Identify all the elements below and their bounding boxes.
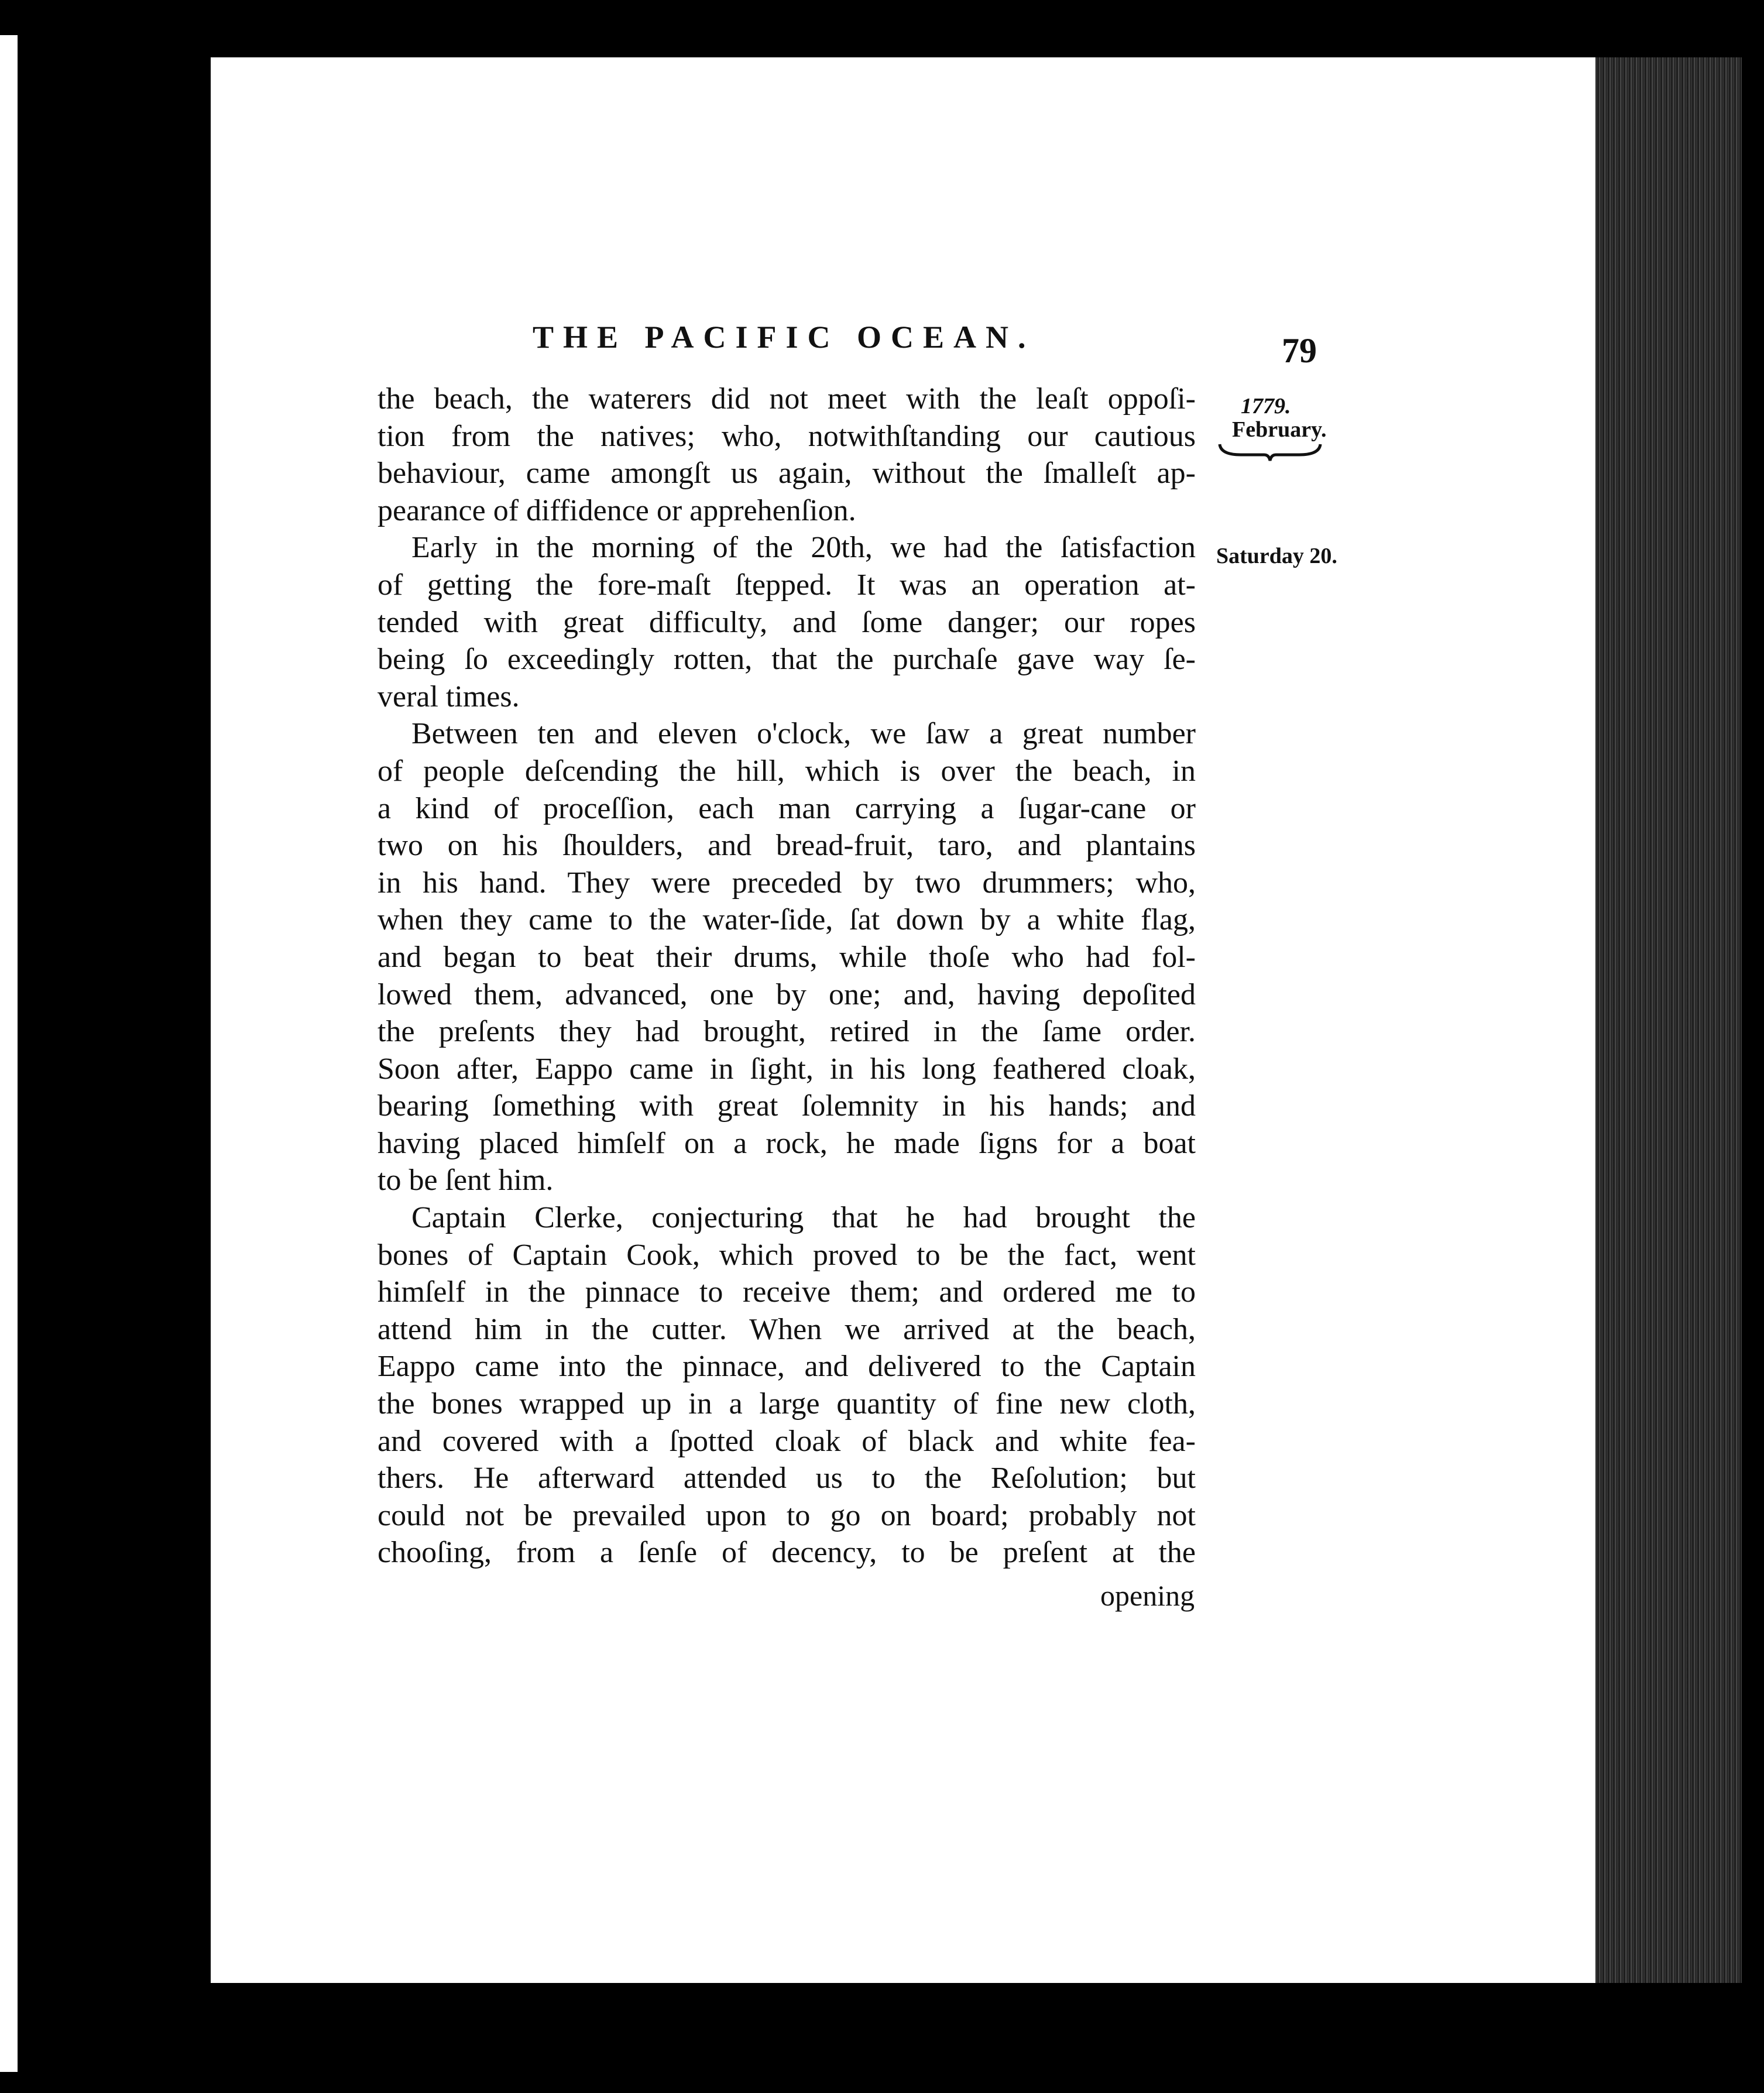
text-line: bones of Captain Cook, which proved to be the fact, went <box>377 1238 1196 1272</box>
text-line: the beach, the waterers did not meet with the leaſt oppoſi- <box>377 382 1196 416</box>
text-line: thers. He afterward attended us to the Reſolution; but <box>377 1461 1196 1495</box>
text-line: pearance of diffidence or apprehenſion. <box>377 493 856 527</box>
text-line: Soon after, Eappo came in ſight, in his long feathered cloak, <box>377 1052 1196 1086</box>
text-line: bearing ſomething with great ſolemnity in his hands; and <box>377 1089 1196 1123</box>
body-text <box>377 380 1196 1572</box>
text-line: being ſo exceedingly rotten, that the purchaſe gave way ſe- <box>377 643 1196 677</box>
text-line: Eappo came into the pinnace, and delivered to the Captain <box>377 1350 1196 1384</box>
text-line: in his hand. They were preceded by two drummers; who, <box>377 866 1196 900</box>
text-line: when they came to the water-ſide, ſat down by a white flag, <box>377 903 1196 937</box>
text-line: chooſing, from a ſenſe of decency, to be preſent at the <box>377 1536 1196 1570</box>
text-line: could not be prevailed upon to go on board; probably not <box>377 1498 1196 1532</box>
catchword: opening <box>1100 1579 1195 1612</box>
text-line: tended with great difficulty, and ſome danger; our ropes <box>377 605 1196 639</box>
text-line: to be ſent him. <box>377 1164 554 1198</box>
text-line: tion from the natives; who, notwithſtanding our cautious <box>377 419 1196 453</box>
text-line: and covered with a ſpotted cloak of black and white fea- <box>377 1424 1196 1458</box>
text-line: and began to beat their drums, while thoſe who had fol- <box>377 940 1196 974</box>
margin-day-note: Saturday 20. <box>1216 544 1337 568</box>
text-line: the bones wrapped up in a large quantity of fine new cloth, <box>377 1387 1196 1421</box>
book-fore-edge <box>1595 57 1742 1983</box>
text-line: attend him in the cutter. When we arrived at the beach, <box>377 1312 1196 1346</box>
margin-brace-icon <box>1217 442 1323 462</box>
text-line: the preſents they had brought, retired in the ſame order. <box>377 1015 1196 1049</box>
text-line: of getting the fore-maſt ſtepped. It was an operation at- <box>377 568 1196 602</box>
text-line: veral times. <box>377 680 520 713</box>
text-line: behaviour, came amongſt us again, without the ſmalleſt ap- <box>377 457 1196 490</box>
running-title: THE PACIFIC OCEAN. <box>533 320 1035 355</box>
margin-month: February. <box>1232 417 1327 442</box>
text-line: Between ten and eleven o'clock, we ſaw a great number <box>411 717 1196 751</box>
text-line: Early in the morning of the 20th, we had the ſatisfaction <box>411 531 1196 565</box>
page-number: 79 <box>1282 331 1317 370</box>
text-line: two on his ſhoulders, and bread-fruit, taro, and plantains <box>377 829 1196 863</box>
facing-page-edge <box>0 35 18 2072</box>
text-line: himſelf in the pinnace to receive them; and ordered me to <box>377 1275 1196 1309</box>
text-line: a kind of proceſſion, each man carrying a ſugar-cane or <box>377 791 1196 825</box>
text-line: having placed himſelf on a rock, he made ſigns for a boat <box>377 1126 1196 1160</box>
text-line: lowed them, advanced, one by one; and, having depoſited <box>377 977 1196 1011</box>
text-line: of people deſcending the hill, which is over the beach, in <box>377 754 1196 788</box>
text-line: Captain Clerke, conjecturing that he had brought the <box>411 1201 1196 1235</box>
margin-year: 1779. <box>1241 394 1291 418</box>
